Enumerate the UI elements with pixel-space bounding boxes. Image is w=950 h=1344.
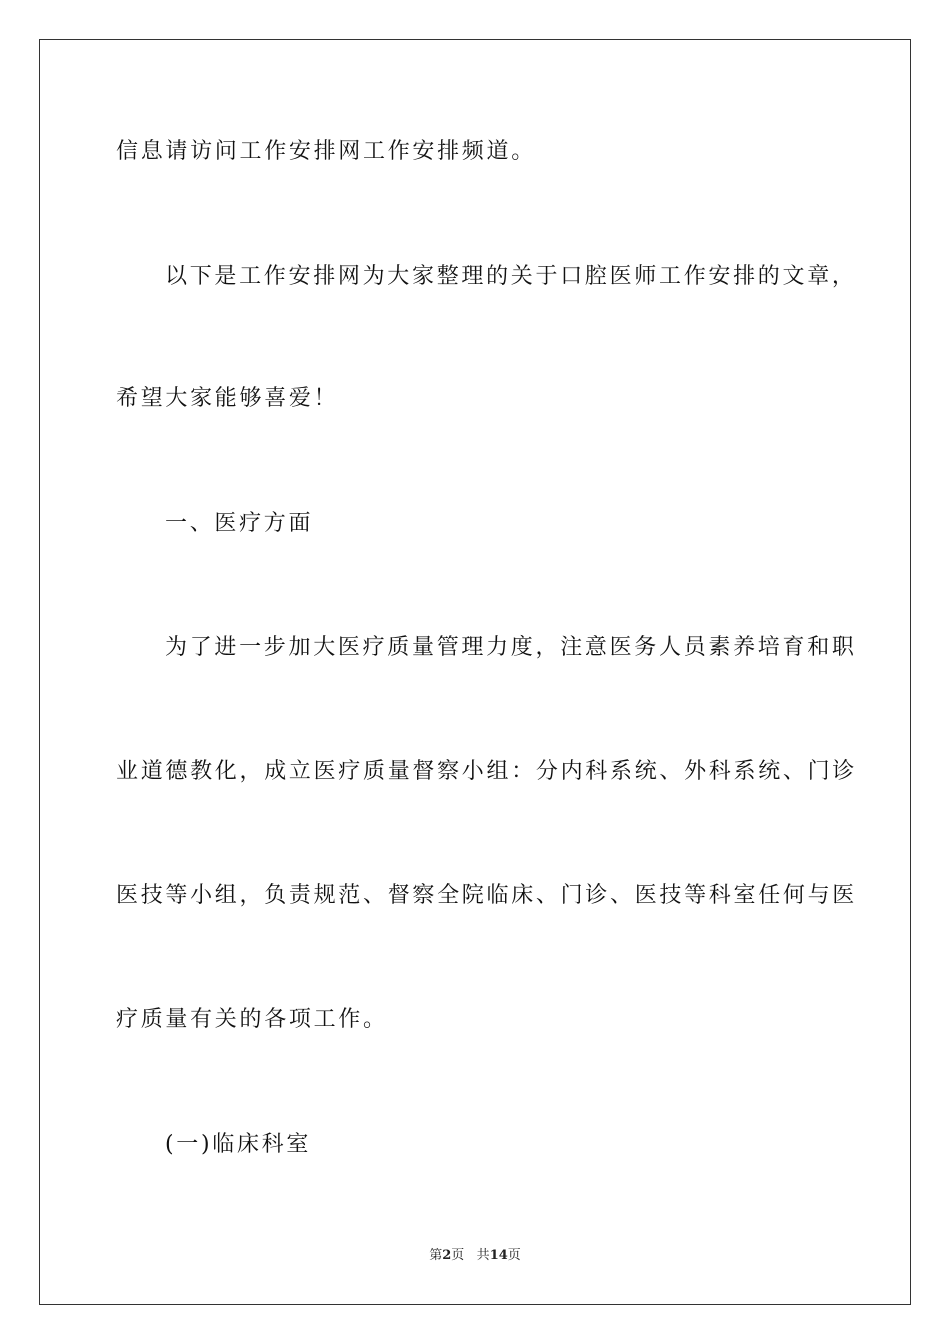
text-line-1: 信息请访问工作安排网工作安排频道。 (116, 139, 536, 164)
text-line-2: 以下是工作安排网为大家整理的关于口腔医师工作安排的文章， (165, 264, 857, 289)
section-heading: 一、医疗方面 (165, 511, 314, 536)
subsection-heading: (一)临床科室 (165, 1132, 312, 1157)
text-line-3: 希望大家能够喜爱！ (116, 386, 339, 411)
text-line-7: 医技等小组，负责规范、督察全院临床、门诊、医技等科室任何与医 (116, 883, 858, 908)
text-line-8: 疗质量有关的各项工作。 (116, 1007, 388, 1032)
text-line-5: 为了进一步加大医疗质量管理力度，注意医务人员素养培育和职 (165, 635, 857, 660)
page-number: 2 (442, 1248, 452, 1263)
page-footer (0, 1247, 950, 1265)
text-line-6: 业道德教化，成立医疗质量督察小组：分内科系统、外科系统、门诊 (116, 759, 858, 784)
total-suffix: 页 (507, 1248, 521, 1263)
page-border (39, 39, 911, 1305)
total-pages: 14 (489, 1248, 508, 1263)
page-suffix: 页 (451, 1248, 465, 1263)
total-prefix: 共 (476, 1248, 490, 1263)
page-prefix: 第 (429, 1248, 443, 1263)
